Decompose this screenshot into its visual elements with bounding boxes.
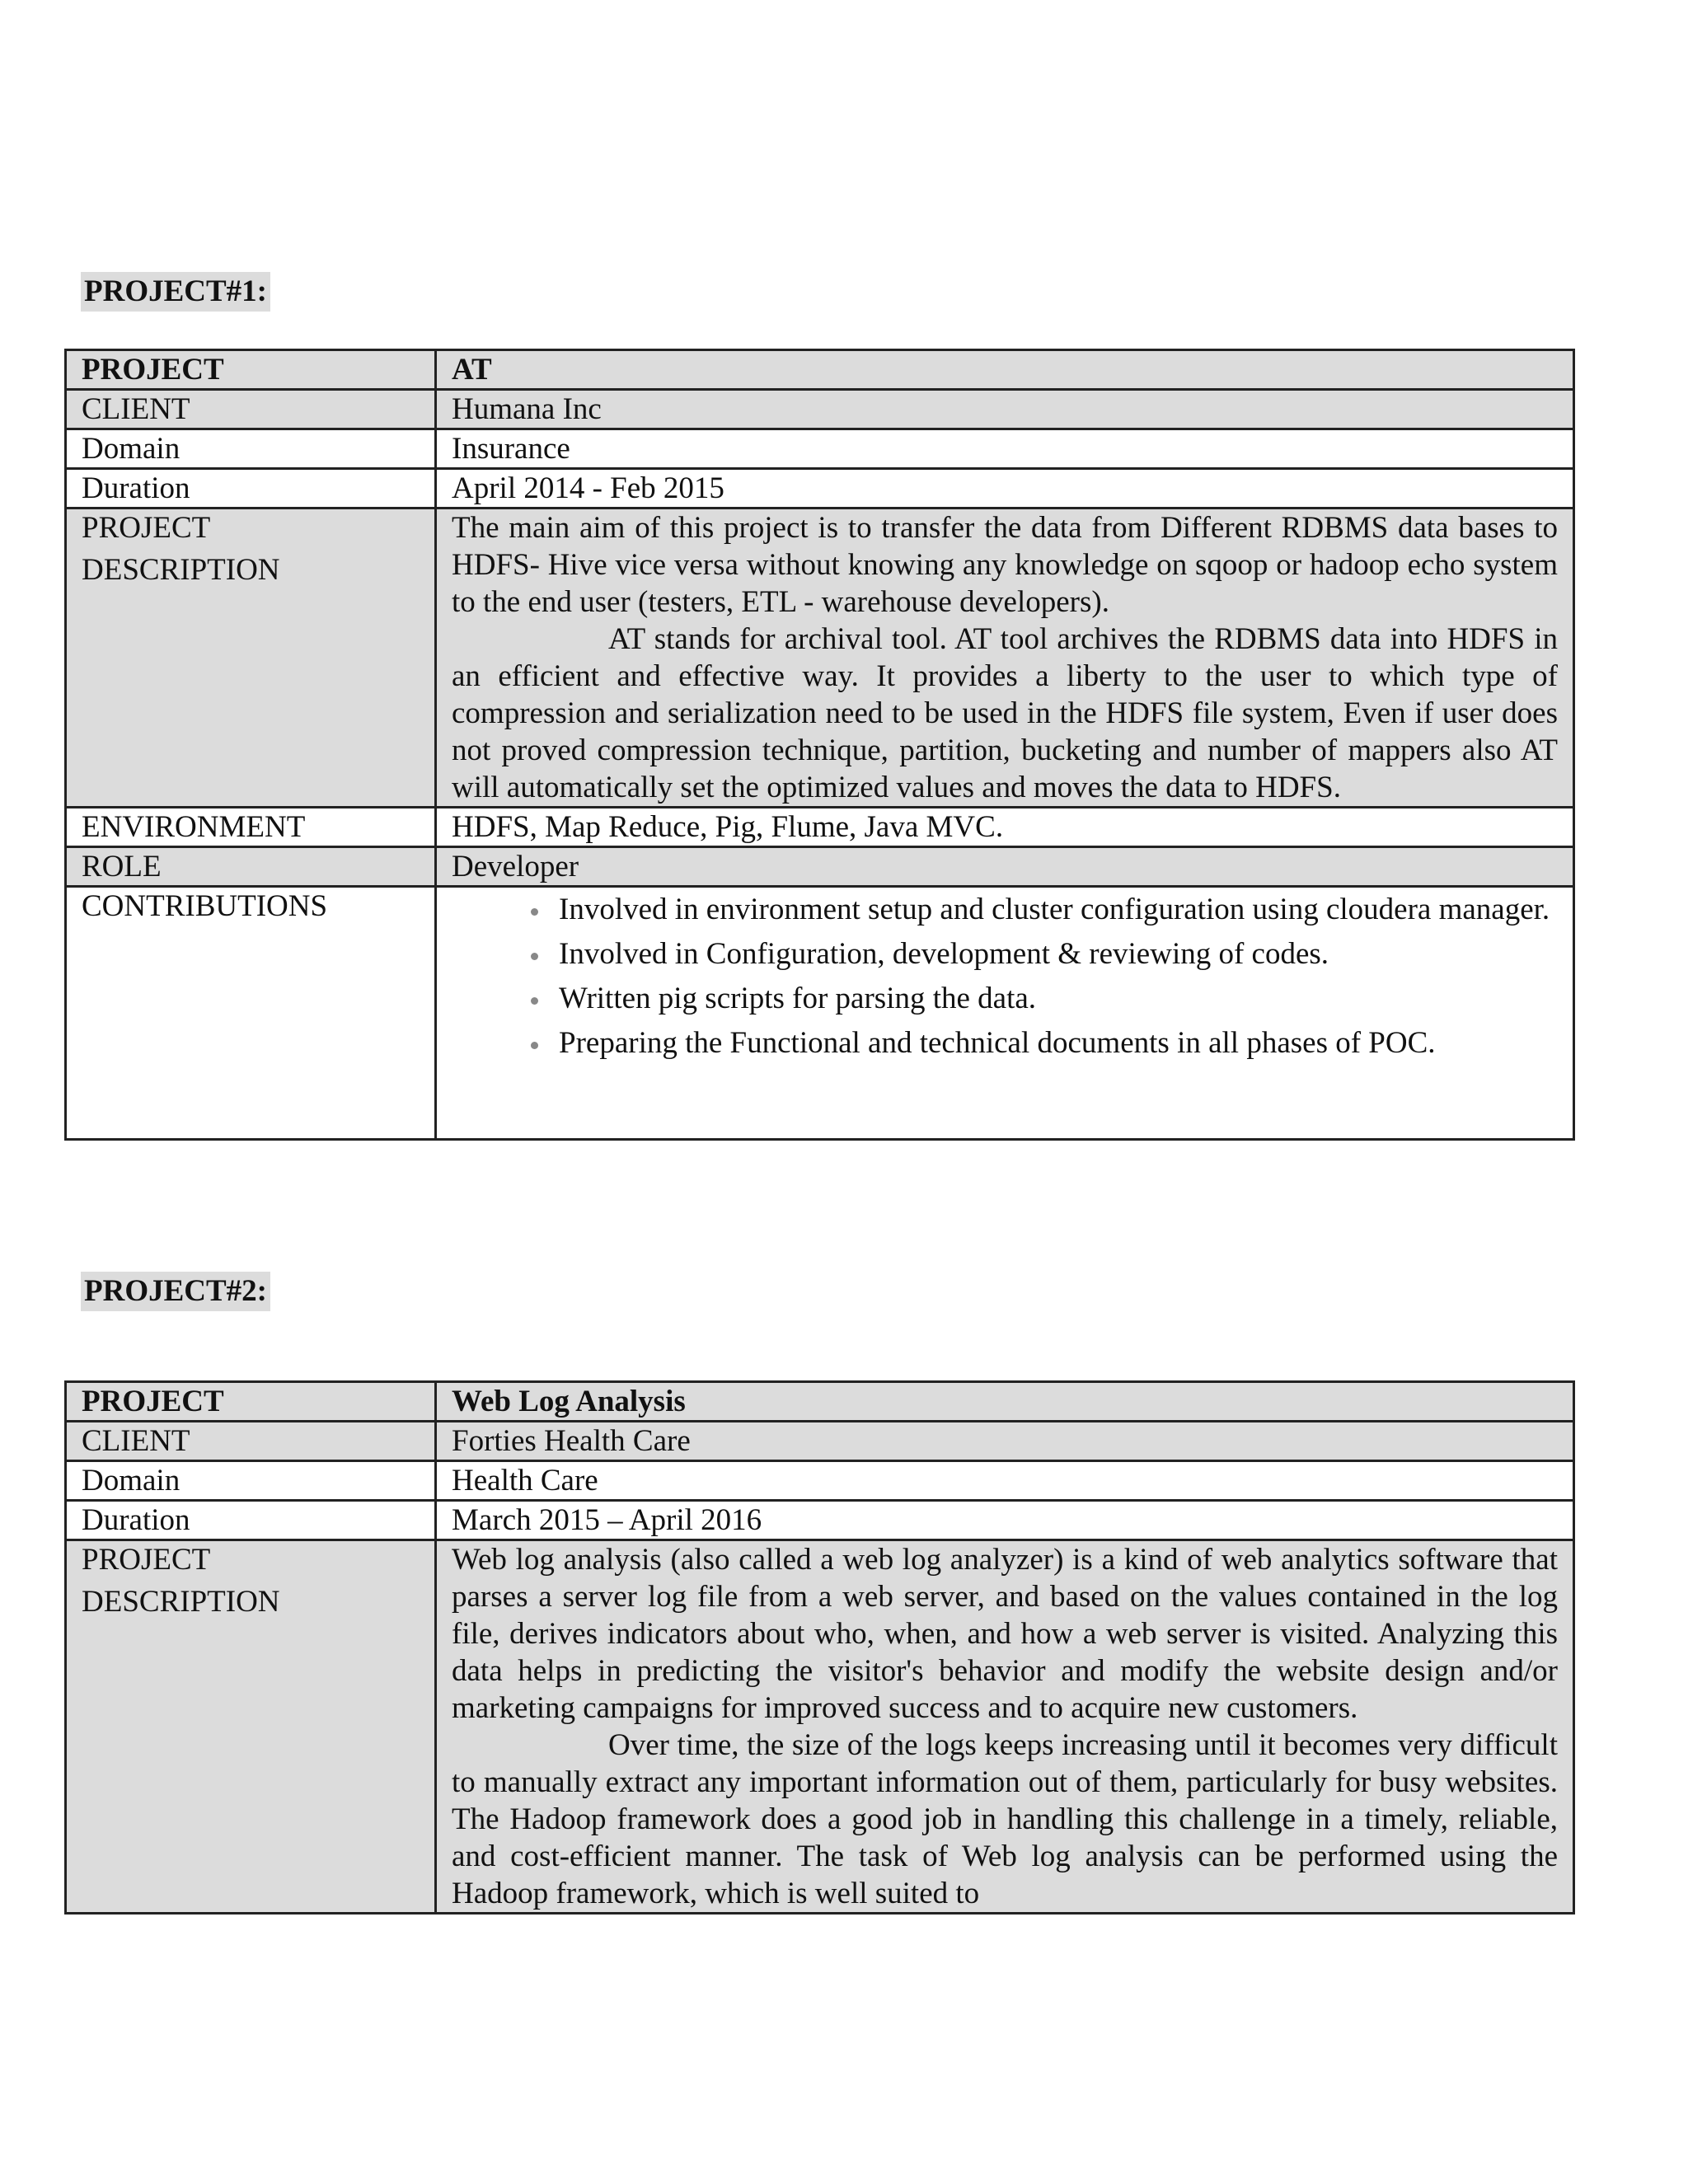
duration-label: Duration [66,1501,436,1540]
list-item: • Involved in Configuration, development & reviewing of codes. [551,935,1558,972]
environment-label: ENVIRONMENT [66,808,436,847]
description-paragraph-1: The main aim of this project is to transfer the data from Different RDBMS data bases to HDFS- Hive vice versa without knowing any knowledge on sqoop or hadoop echo system to the end user (testers, ETL - warehouse developers). [452,511,1558,619]
project-2-heading: PROJECT#2: [81,1272,270,1311]
table-row-project [66,1382,1574,1422]
domain-value: Insurance [436,429,1574,469]
description-paragraph-2: Over time, the size of the logs keeps increasing until it becomes very difficult to manually extract any important information out of them, particularly for busy websites. The Hadoop framework does a good job in handling this challenge in a timely, reliable, and cost-efficient manner. The task of Web log analysis can be performed using the Hadoop framework, which is well suited to [452,1728,1558,1910]
contributions-list [452,891,1558,1062]
list-item: • Involved in environment setup and cluster configuration using cloudera manager. [551,891,1558,928]
table-row-project [66,350,1574,390]
project-1-heading: PROJECT#1: [81,272,270,312]
table-row-description [66,1540,1574,1914]
role-label: ROLE [66,847,436,887]
domain-value: Health Care [436,1461,1574,1501]
table-row-duration [66,469,1574,509]
table-row-client [66,1422,1574,1461]
duration-value: March 2015 – April 2016 [436,1501,1574,1540]
list-item: • Written pig scripts for parsing the data. [551,980,1558,1017]
description-paragraph-1: Web log analysis (also called a web log analyzer) is a kind of web analytics software that parses a server log file from a web server, and based on the values contained in the log file, derives indicators about who, when, and how a web server is visited. Analyzing this data helps in predicting the visitor's behavior and modify the website design and/or marketing campaigns for improved success and to acquire new customers. [452,1543,1558,1725]
description-paragraph-2: AT stands for archival tool. AT tool archives the RDBMS data into HDFS in an efficient and effective way. It provides a liberty to the user to which type of compression and serialization need to be used in the HDFS file system, Even if user does not proved compression technique, partition, bucketing and number of mappers also AT will automatically set the optimized values and moves the data to HDFS. [452,622,1558,804]
table-row-domain [66,429,1574,469]
environment-value: HDFS, Map Reduce, Pig, Flume, Java MVC. [436,808,1574,847]
project-1-table [64,349,1575,1141]
table-row-client [66,390,1574,429]
duration-label: Duration [66,469,436,509]
description-label [66,1540,436,1914]
domain-label: Domain [66,1461,436,1501]
table-row-contributions [66,887,1574,1140]
domain-label: Domain [66,429,436,469]
description-label-line2: DESCRIPTION [82,1585,280,1619]
table-row-domain [66,1461,1574,1501]
description-value [436,509,1574,808]
contributions-label: CONTRIBUTIONS [66,887,436,1140]
client-value: Humana Inc [436,390,1574,429]
description-label-line2: DESCRIPTION [82,553,280,587]
project-2-table [64,1380,1575,1915]
client-value: Forties Health Care [436,1422,1574,1461]
project-label: PROJECT [66,1382,436,1422]
table-row-role [66,847,1574,887]
description-label-line1: PROJECT [82,511,211,545]
description-label-line1: PROJECT [82,1543,211,1577]
client-label: CLIENT [66,1422,436,1461]
table-row-duration [66,1501,1574,1540]
duration-value: April 2014 - Feb 2015 [436,469,1574,509]
description-label [66,509,436,808]
project-label: PROJECT [66,350,436,390]
table-row-description [66,509,1574,808]
description-value [436,1540,1574,1914]
client-label: CLIENT [66,390,436,429]
list-item: • Preparing the Functional and technical documents in all phases of POC. [551,1024,1558,1062]
role-value: Developer [436,847,1574,887]
contributions-value [436,887,1574,1140]
project-value: AT [436,350,1574,390]
project-value: Web Log Analysis [436,1382,1574,1422]
table-row-environment [66,808,1574,847]
